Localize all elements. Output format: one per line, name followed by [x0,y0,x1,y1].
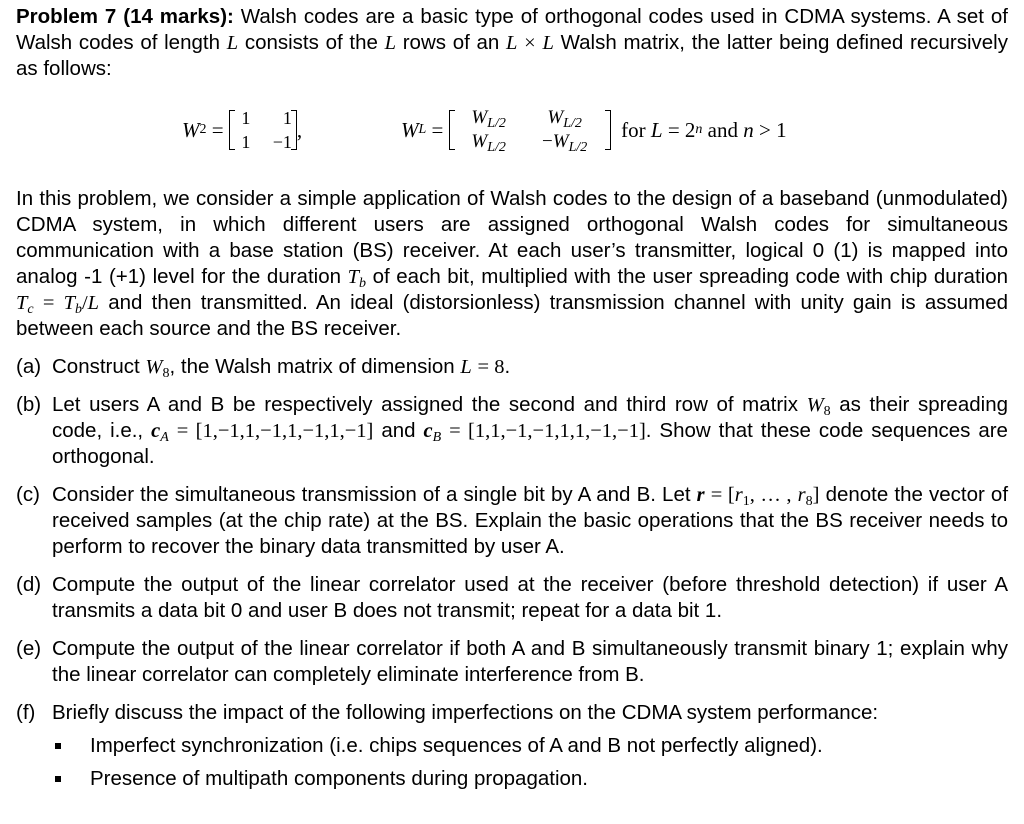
part-f [16,700,1008,726]
part-text: Compute the output of the linear correlator used at the receiver (before threshold detection) if user A transmits a data bit 0 and user B does not transmit; repeat for a data bit 1. [52,573,1008,622]
part-a: (a) Construct $W_8$, the Walsh matrix of dimension L = 8. [16,355,511,381]
part-d [16,572,1008,624]
wl-matrix: $W_{L/2}$ $W_{L/2}$ $W_{L/2}$ $-W_{L/2}$ [449,106,611,154]
bullet-text: Imperfect synchronization (i.e. chips sequences of A and B not perfectly aligned). [90,734,823,757]
problem-page [16,4,1008,792]
w2-matrix [229,106,297,154]
walsh-definition-equation [16,96,1008,164]
part-label: (a) [16,355,42,378]
part-label: (e) [16,637,42,660]
equation-separator: , [296,118,303,142]
part-label: (d) [16,573,42,596]
bullet-marker-icon [55,743,61,749]
part-b: (b) Let users A and B be respectively assigned the second and third row of matrix $W_8$ as their spreading code, i.e., $c_A = [1,-1,1,-1,1,-1,1,-1]$ and $c_B = [1,1,-1,-1,1,1,-1,-1]$. Show that these code sequences are orthogonal. [16,393,1008,468]
part-label: (b) [16,393,42,416]
part-text: Compute the output of the linear correlator if both A and B simultaneously transmit binary 1; explain why the linear correlator can completely eliminate interference from B. [52,637,1008,686]
bullet-item [16,733,1008,759]
part-c: (c) Consider the simultaneous transmission of a single bit by A and B. Let $r = [r_1$, … , $r_8$] denote the vector of received samples (at the chip rate) at the BS. Explain the basic operations that the BS receiver needs to perform to recover the binary data transmitted by user A. [16,483,1009,558]
w2-cell: 1 [241,108,251,128]
w2-cell: 1 [241,132,251,152]
part-e [16,636,1008,688]
bullet-marker-icon [55,776,61,782]
w2-cell: 1 [282,108,292,128]
w2-definition: W 2 = 1 1 1 −1 , [182,96,302,164]
part-text: Briefly discuss the impact of the following imperfections on the CDMA system performance: [52,701,879,724]
part-label: (f) [16,701,36,724]
problem-intro: Problem 7 (14 marks): Walsh codes are a basic type of orthogonal codes used in CDMA systems. A set of Walsh codes of length L consists of the L rows of an L × L Walsh matrix, the latter being defined recursively as follows: [16,5,1008,80]
problem-heading: Problem 7 (14 marks): [16,5,234,28]
w2-cell: −1 [272,132,292,152]
part-label: (c) [16,483,40,506]
wl-definition: W L = $W_{L/2}$ $W_{L/2}$ $W_{L/2}$ $-W_{L/2}$ for L = 2 n and n > 1 [401,107,787,155]
bullet-item [16,766,1008,792]
description-paragraph: In this problem, we consider a simple application of Walsh codes to the design of a baseband (unmodulated) CDMA system, in which different users are assigned orthogonal Walsh codes for simultaneous communication with a base station (BS) receiver. At each user’s transmitter, logical 0 (1) is mapped into analog -1 (+1) level for the duration $T_b$ of each bit, multiplied with the user spreading code with chip duration $T_c = T_b/L$ and then transmitted. An ideal (distorsionless) transmission channel with unity gain is assumed between each source and the BS receiver. [16,187,1009,340]
bullet-text: Presence of multipath components during propagation. [90,767,589,790]
